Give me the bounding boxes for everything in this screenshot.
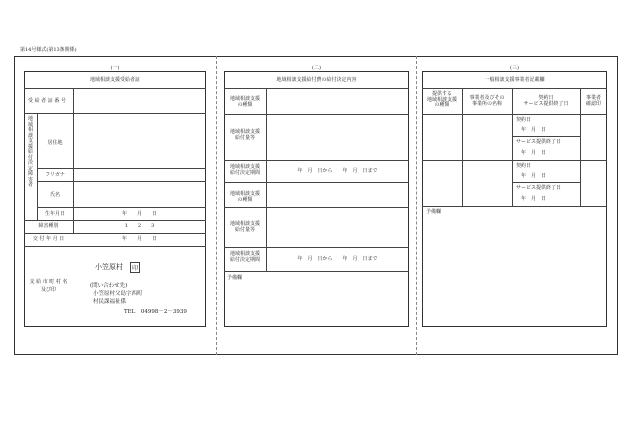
- period-label-2: 地域相談支援 給付決定期間: [229, 251, 260, 263]
- form-id: 第14号様式(第13条関係): [20, 47, 77, 53]
- panel-2-number: (二): [312, 65, 321, 71]
- service-end-value-1: 年 月 日: [521, 150, 547, 156]
- col3-header: 契約日 サービス提供終了日: [523, 95, 569, 107]
- panel-1-number: (一): [110, 65, 120, 71]
- applicant-vertical-label: 地 域 相 談 支 援 給 付 決 定 障 害 者: [27, 116, 33, 188]
- period-value-1: 年 月 日から 年 月 日まで: [297, 168, 378, 174]
- seal-box: 印: [130, 262, 140, 273]
- disability-type-label: 障害種別: [38, 223, 59, 229]
- contract-date-label-1: 契約日: [516, 117, 532, 123]
- panel-3-number: (三): [510, 65, 519, 71]
- address-label: 居住地: [47, 140, 63, 146]
- service-end-label-1: サービス提供終了日: [516, 139, 562, 145]
- panel-1-title: 地域相談支援受給者証: [89, 77, 140, 83]
- col2-header: 事業者及びその 事業所の名称: [469, 95, 505, 107]
- furigana-label: フリガナ: [45, 172, 65, 178]
- period-label-1: 地域相談支援 給付決定期間: [229, 164, 260, 176]
- issue-date-label: 交 付 年 月 日: [32, 236, 65, 242]
- panel-2-title: 地域相談支援給付費の給付決定内容: [276, 77, 357, 83]
- name-label: 氏名: [49, 192, 60, 198]
- village-name: 小笠原村: [95, 263, 123, 271]
- municipality-sub: 及び印: [40, 287, 56, 293]
- disability-type-value: 1 2 3: [124, 223, 155, 229]
- issue-date-value: 年 月 日: [121, 236, 157, 242]
- amount-label-2: 地域相談支援 給付量等: [229, 221, 260, 233]
- contact-section: 村民課福祉係: [93, 299, 127, 305]
- period-value-2: 年 月 日から 年 月 日まで: [297, 256, 378, 262]
- contact-tel: TEL 04998－2－3939: [124, 309, 187, 315]
- recipient-no-label: 受 給 者 証 番 号: [28, 98, 66, 104]
- service-type-label-2: 地域相談支援 の種類: [229, 191, 260, 203]
- col1-header: 提供する 地域相談支援 の種類: [426, 91, 457, 108]
- panel-3-remarks-label: 予備欄: [426, 209, 442, 215]
- contract-date-value-2: 年 月 日: [521, 173, 547, 179]
- contract-date-value-1: 年 月 日: [521, 127, 547, 133]
- municipality-label: 支 給 市 町 村 名: [29, 279, 68, 285]
- amount-label-1: 地域相談支援 給付量等: [229, 129, 260, 141]
- birth-value: 年 月 日: [121, 211, 157, 217]
- panel-2-remarks-label: 予備欄: [227, 275, 243, 281]
- panel-3-title: 一般相談支援事業者記載欄: [484, 77, 545, 83]
- contract-date-label-2: 契約日: [516, 163, 532, 169]
- contact-address: 小笠原村父島字西町: [93, 291, 143, 297]
- service-type-label-1: 地域相談支援 の種類: [229, 96, 260, 108]
- service-end-value-2: 年 月 日: [521, 196, 547, 202]
- contact-heading: (問い合わせ先): [90, 283, 128, 289]
- service-end-label-2: サービス提供終了日: [516, 185, 562, 191]
- birth-label: 生年月日: [44, 211, 65, 217]
- col4-header: 事業者 確認印: [585, 95, 601, 107]
